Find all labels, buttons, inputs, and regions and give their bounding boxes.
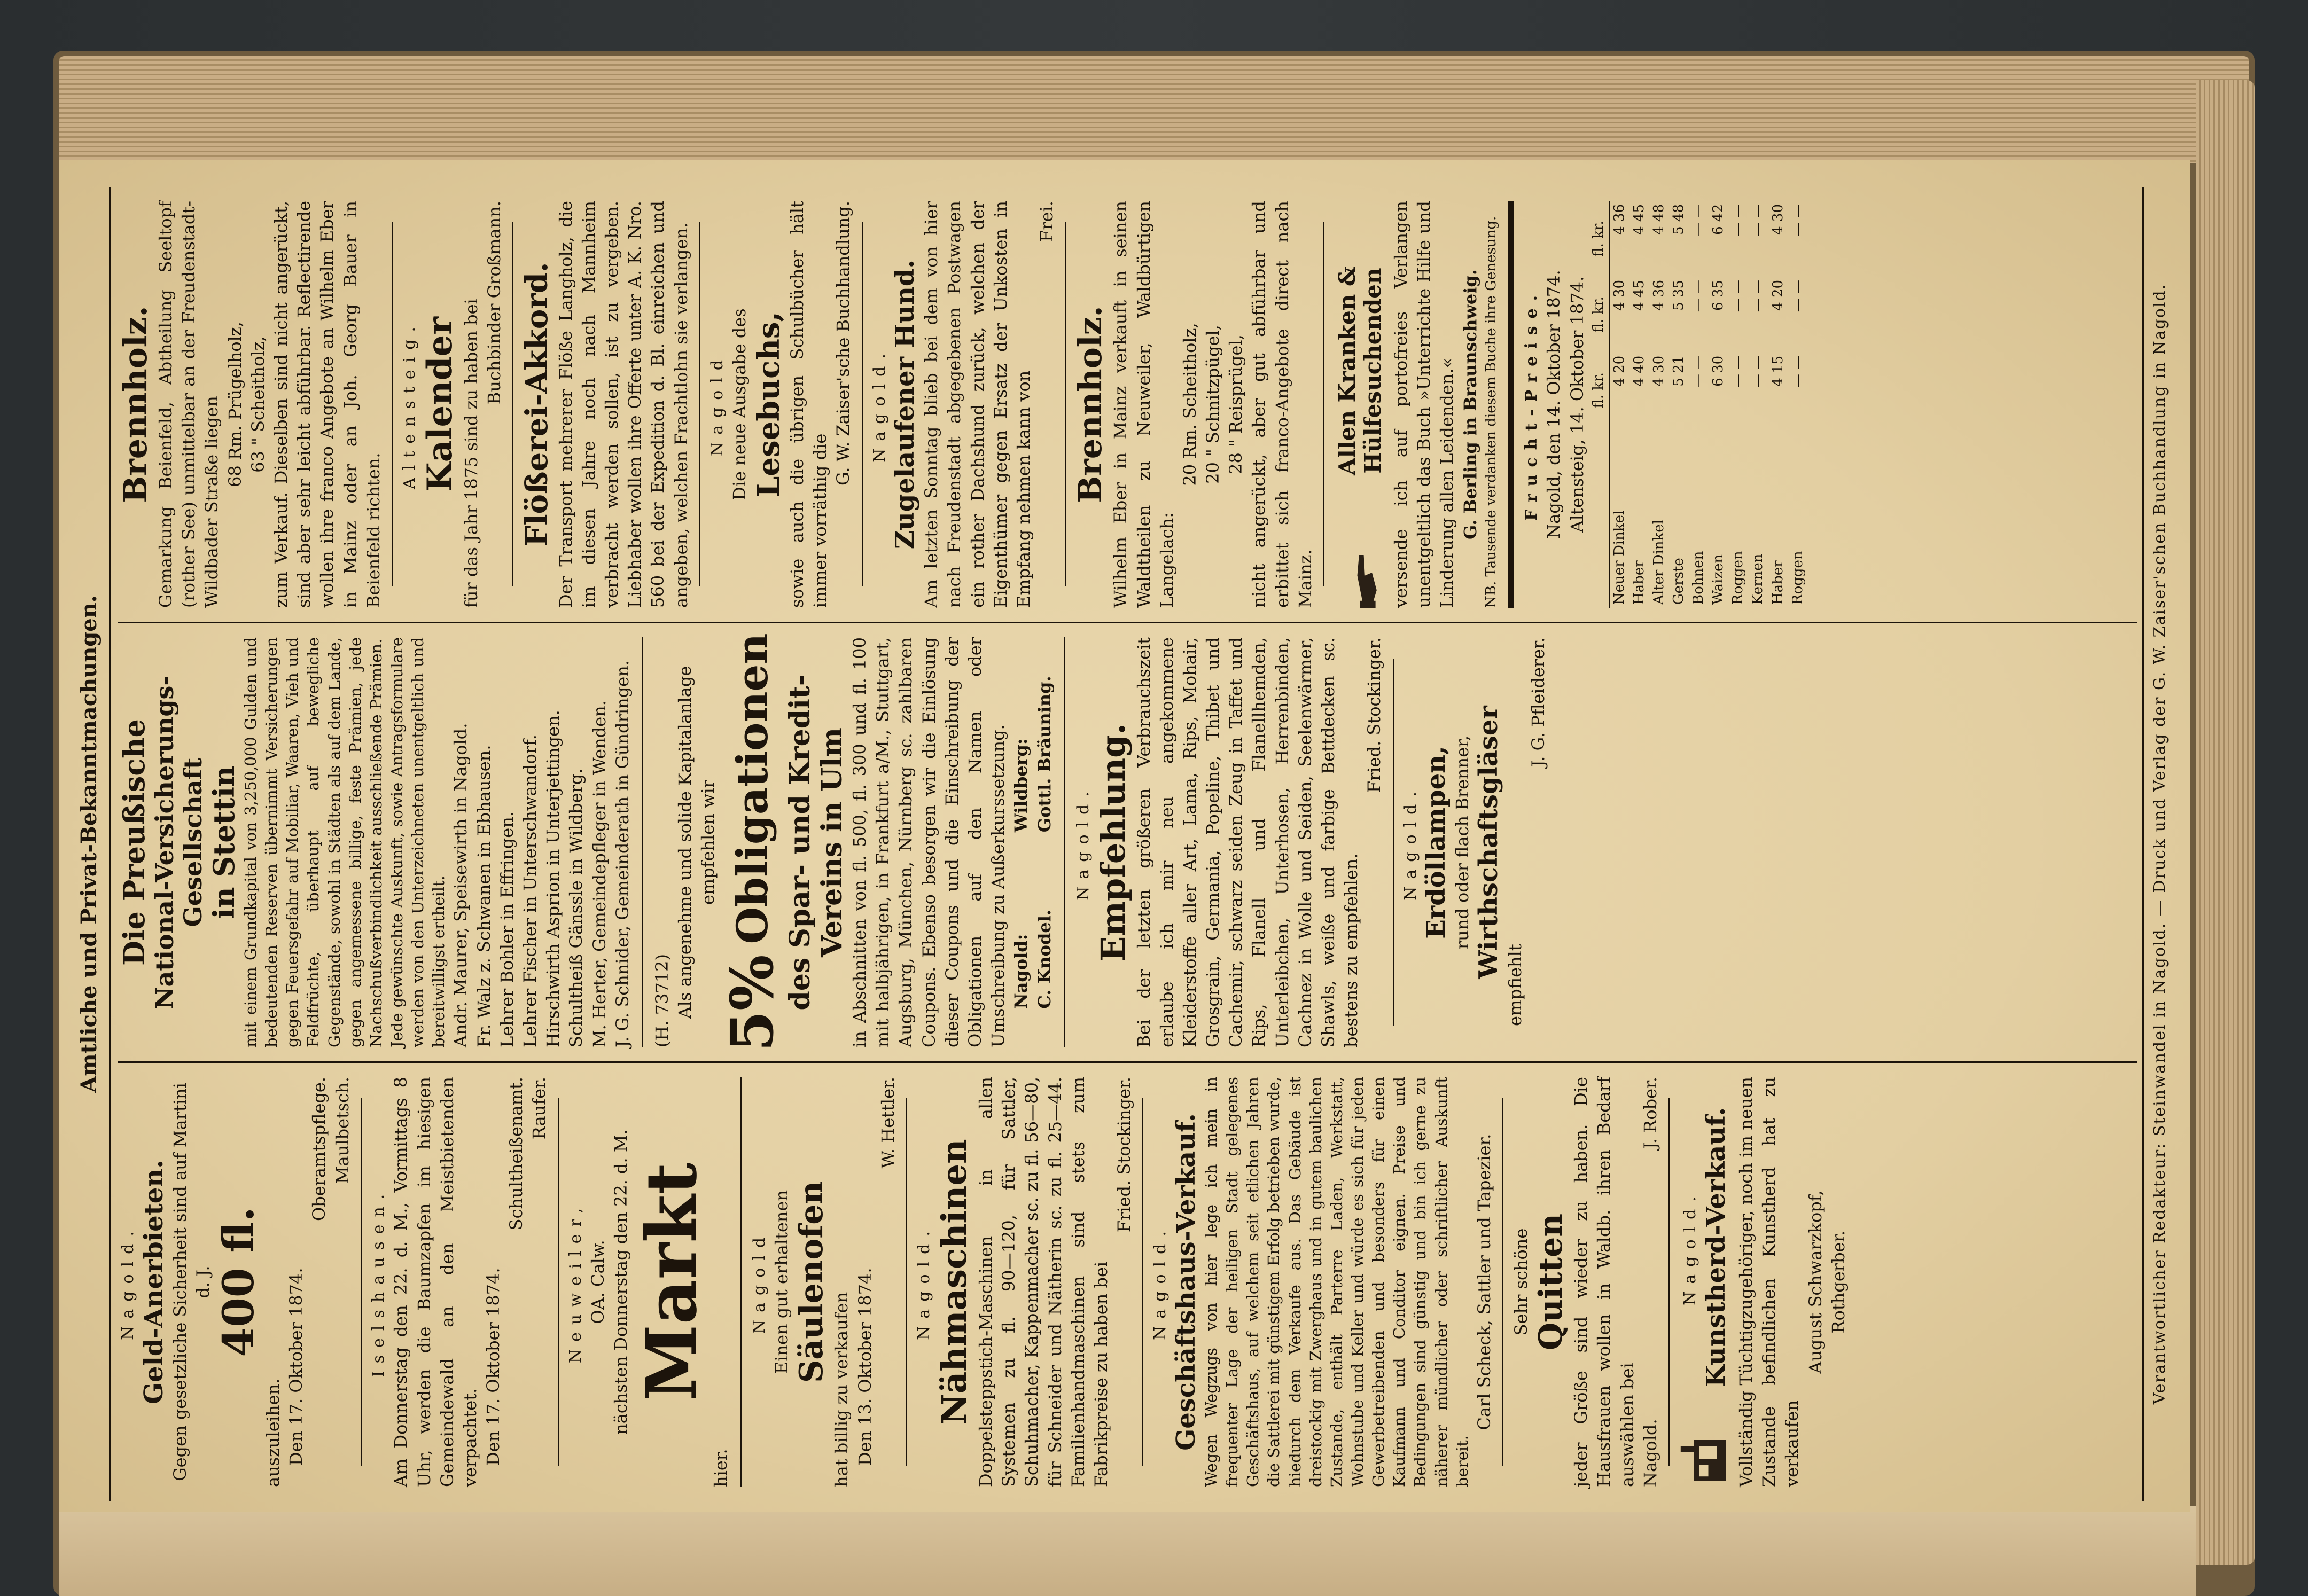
table-cell: 5 21 bbox=[1671, 355, 1687, 387]
list-item: 63 " Scheitholz, bbox=[247, 336, 268, 473]
place: Iselshausen. bbox=[369, 1186, 388, 1378]
ad-text: OA. Calw. bbox=[588, 1240, 609, 1324]
ad-titles bbox=[1680, 1077, 1731, 1418]
table-row bbox=[1788, 201, 1808, 608]
ad-title: Wirthschaftsgläser bbox=[1473, 706, 1504, 979]
signature: Gottl. Bräuning. bbox=[1034, 676, 1055, 833]
list-item: 68 Rm. Prügelholz, bbox=[224, 322, 245, 487]
ad-title: Brennholz. bbox=[1072, 306, 1110, 503]
page-edges-right bbox=[2196, 80, 2255, 1565]
agent: Fr. Walz z. Schwanen in Ebhausen. bbox=[473, 745, 494, 1047]
table-cell: 6 42 bbox=[1710, 204, 1727, 235]
ad-title: Säulenofen bbox=[793, 1180, 831, 1383]
divider bbox=[740, 1077, 742, 1487]
signature: Schultheißenamt. bbox=[506, 1077, 527, 1231]
agent: Lehrer Bohler in Effringen. bbox=[496, 811, 517, 1047]
table-header-cell: fl. kr. bbox=[1589, 277, 1609, 353]
signature: Carl Scheck, Sattler und Tapezier. bbox=[1473, 1133, 1494, 1430]
place: Altensteig. bbox=[400, 319, 419, 489]
ad-empfehlung bbox=[1073, 637, 1386, 1047]
ad-title: Nähmaschinen bbox=[934, 1139, 975, 1425]
ad-title: Flößerei-Akkord. bbox=[519, 262, 555, 547]
ad-text: sowie auch die übrigen Schulbücher hält immer vorräthig die bbox=[786, 201, 831, 608]
section-header: Amtliche und Privat-Bekanntmachungen. bbox=[69, 187, 111, 1501]
table-row bbox=[1649, 201, 1669, 608]
ad-geld bbox=[118, 1077, 354, 1487]
ad-head bbox=[718, 633, 787, 1052]
amount: 400 fl. bbox=[213, 1207, 264, 1357]
ad-text: Als angenehme und solide Kapitalanlage empfehlen wir bbox=[675, 666, 719, 1019]
signature: J. Rober. bbox=[1640, 1077, 1660, 1149]
table-cell: Alter Dinkel bbox=[1651, 520, 1667, 605]
table-cell: — — bbox=[1690, 355, 1707, 388]
ad-text: jeder Größe sind wieder zu haben. Die Hausfrauen wollen in Waldb. ihren Bedarf auswählen bei bbox=[1571, 1077, 1638, 1487]
ad-text: Einen gut erhaltenen bbox=[771, 1190, 792, 1374]
stove-icon bbox=[1676, 1428, 1735, 1487]
ad-hund bbox=[869, 201, 1059, 608]
list-item: 20 " Schnitzpügel, bbox=[1203, 325, 1223, 484]
ad-title: Kalender bbox=[420, 317, 461, 492]
ad-title: in Stettin bbox=[206, 765, 241, 919]
agent: J. G. Schnider, Gemeinderath in Gündringen. bbox=[612, 660, 633, 1047]
ad-title: des Spar- und Kredit-Vereins in Ulm bbox=[784, 674, 849, 1011]
table-cell: 4 15 bbox=[1769, 355, 1786, 387]
table-cell: 4 20 bbox=[1769, 279, 1786, 311]
table-cell: 4 48 bbox=[1651, 204, 1667, 235]
ad-title: Quitten bbox=[1532, 1214, 1570, 1350]
place: Nagold bbox=[750, 1230, 769, 1334]
divider bbox=[1393, 659, 1394, 1026]
divider bbox=[1323, 222, 1324, 586]
divider bbox=[361, 1098, 362, 1466]
date: Den 13. Oktober 1874. bbox=[854, 1268, 875, 1466]
table-cell: — — bbox=[1730, 204, 1746, 237]
signature: W. Hettler. bbox=[877, 1077, 898, 1169]
signature: J. G. Pfleiderer. bbox=[1527, 637, 1548, 768]
note: NB. Tausende verdanken diesem Buche ihre Genesung. bbox=[1483, 216, 1499, 608]
table-row bbox=[1728, 201, 1748, 608]
signature: Frei. bbox=[1036, 201, 1057, 242]
newspaper-content bbox=[69, 187, 2185, 1501]
table-cell: 4 45 bbox=[1631, 204, 1647, 235]
table-row bbox=[1768, 201, 1788, 608]
table-cell: — — bbox=[1789, 355, 1806, 388]
table-cell: Waizen bbox=[1710, 554, 1727, 605]
ad-obligationen bbox=[651, 633, 1056, 1052]
ad-text: hat billig zu verkaufen bbox=[831, 1292, 852, 1487]
table-cell: 5 48 bbox=[1671, 204, 1687, 235]
table-row bbox=[1629, 201, 1649, 608]
place: Wildberg: bbox=[1011, 738, 1032, 833]
pointing-hand-icon bbox=[1331, 549, 1390, 608]
ad-erdoellampen bbox=[1400, 637, 1550, 1047]
agent-group bbox=[1010, 910, 1056, 1009]
signature: G. Berling in Braunschweig. bbox=[1460, 269, 1480, 539]
ad-text: Gegen gesetzliche Sicherheit sind auf Martini d. J. bbox=[169, 1083, 213, 1481]
table-cell: 4 36 bbox=[1611, 204, 1627, 235]
ad-floesserei bbox=[520, 201, 693, 608]
table-cell: 5 35 bbox=[1671, 279, 1687, 311]
agent: Hirschwirth Asprion in Unterjettingen. bbox=[543, 710, 564, 1047]
table-row bbox=[1689, 201, 1709, 608]
ad-markt bbox=[565, 1077, 732, 1487]
table-header-cell: fl. kr. bbox=[1589, 201, 1609, 277]
place: Neuweiler, bbox=[566, 1200, 585, 1364]
table-cell: 4 30 bbox=[1611, 279, 1627, 311]
ad-brennholz-2 bbox=[118, 201, 385, 608]
ad-versicherung bbox=[118, 637, 634, 1047]
divider bbox=[642, 637, 643, 1047]
place: Nagold. bbox=[1073, 784, 1093, 901]
ad-title: Markt bbox=[630, 1162, 712, 1402]
place: Nagold bbox=[707, 352, 727, 457]
place: Nagold. bbox=[1151, 1224, 1170, 1340]
ad-text: Wegen Wegzugs von hier lege ich mein in frequenter Lage der heiligen Stadt gelegenes Geschäftshaus, auf welchem seit etlichen Jahren die Sattlerei mit günstigem Erfolg betrieben wurde, hiedurch dem Verkaufe aus. Das Gebäude ist dreistockig mit Zwerghaus und in gutem baulichen Zustande, enthält Parterre Laden, Werkstatt, Wohnstube und Keller und würde es sich für jeden Gewerbetreibenden und besonders für einen Kaufmann und Conditor eignen. Preise und Bedingungen sind günstig und bin ich gerne zu näherer mündlicher oder schriftlicher Auskunft bereit. bbox=[1202, 1077, 1471, 1487]
ad-title: Kunstherd-Verkauf. bbox=[1701, 1107, 1731, 1387]
ad-text: Gemarkung Beienfeld, Abtheilung Seeltopf (rother See) unmittelbar an der Freudenstadt-Wildbader Straße liegen bbox=[155, 201, 222, 608]
ad-title: Zugelaufener Hund. bbox=[890, 259, 920, 550]
table-cell: Roggen bbox=[1730, 551, 1746, 605]
table-cell: — — bbox=[1750, 355, 1766, 388]
list-item: 20 Rm. Scheitholz, bbox=[1179, 323, 1200, 486]
ad-title: Frucht-Preise. bbox=[1522, 287, 1541, 521]
table-cell: — — bbox=[1750, 279, 1766, 312]
list-item: 28 " Reisprügel, bbox=[1226, 334, 1246, 474]
place: Nagold. bbox=[1401, 784, 1420, 901]
place: Nagold. bbox=[870, 346, 889, 463]
table-cell: Kernen bbox=[1750, 553, 1766, 605]
place: Nagold. bbox=[914, 1224, 933, 1340]
ad-title: Brennholz. bbox=[117, 306, 154, 503]
divider bbox=[1064, 637, 1065, 1047]
table-cell: 4 20 bbox=[1611, 355, 1627, 387]
signature: Buchbinder Großmann. bbox=[484, 201, 505, 405]
signature: Raufer. bbox=[529, 1077, 550, 1140]
signature: Fried. Stockinger. bbox=[1114, 1077, 1135, 1233]
ad-text: versende ich auf portofreies Verlangen unentgeltlich das Buch »Unterrichte Hilfe und Linderung allen Leidenden.« bbox=[1391, 201, 1457, 608]
ad-brennholz-1 bbox=[1072, 201, 1317, 608]
page-edges-bottom bbox=[59, 1506, 2196, 1596]
agent: Lehrer Fischer in Unterschwandorf. bbox=[519, 734, 540, 1047]
ad-title: Geld-Anerbieten. bbox=[138, 1160, 169, 1404]
ad-title: Obligationen bbox=[727, 633, 777, 944]
column-2 bbox=[118, 623, 1550, 1061]
ad-text: rund oder flach Brenner, bbox=[1452, 735, 1473, 950]
agent: Andr. Maurer, Speisewirth in Nagold. bbox=[450, 723, 471, 1047]
ad-kalender bbox=[399, 201, 506, 608]
ad-naehmaschinen bbox=[914, 1077, 1136, 1487]
fruit-prices bbox=[1521, 201, 1808, 608]
table-row bbox=[1709, 201, 1728, 608]
divider bbox=[1502, 1098, 1503, 1466]
signature: Oberamtspflege. bbox=[309, 1077, 330, 1222]
table-cell: — — bbox=[1789, 279, 1806, 312]
agent-group bbox=[1010, 676, 1056, 832]
ad-text: Vollständig Tüchtigzugehöriger, noch im neuen Zustande befindlichen Kunstherd hat zu verkaufen bbox=[1735, 1077, 1803, 1487]
ad-text: zum Verkauf. Dieselben sind nicht angerückt, sind aber sehr leicht abführbar. Reflectirende wollen ihre franco Angebote an Wilhelm Eber in Mainz oder an Joh. Georg Bauer in Beienfeld richten. bbox=[270, 201, 384, 608]
date: Den 17. Oktober 1874. bbox=[286, 1268, 307, 1466]
table-cell: — — bbox=[1690, 279, 1707, 312]
signature: Rothgerber. bbox=[1828, 1230, 1849, 1334]
ad-text: Bei der letzten größeren Verbrauchszeit erlaube ich mir neu angekommene Kleiderstoffe aller Art, Lama, Rips, Mohair, Grosgrain, Germania, Popeline, Thibet und Cachemir, schwarz seiden Zeug in Taffet und Rips, Flanell und Flanellhemden, Unterleibchen, Unterhosen, Herrenbinden, Cachnez in Wolle und Seiden, Seelenwärmer, Shawls, weiße und farbige Bettdecken sc. bestens zu empfehlen. bbox=[1133, 637, 1362, 1047]
ad-text: Am Donnerstag den 22. d. M., Vormittags 8 Uhr, werden die Baumzapfen im hiesigen Gemeindewald an den Meistbietenden verpachtet. bbox=[391, 1077, 480, 1487]
table-body bbox=[1609, 201, 1808, 608]
place: Nagold: bbox=[1011, 934, 1032, 1009]
table-cell: 4 30 bbox=[1651, 355, 1667, 387]
ad-quitten bbox=[1510, 1077, 1662, 1487]
table-cell: — — bbox=[1730, 355, 1746, 388]
table-cell: Roggen bbox=[1789, 551, 1806, 605]
imprint: Verantwortlicher Redakteur: Steinwandel in Nagold. — Druck und Verlag der G. W. Zaiser'schen Buchhandlung in Nagold. bbox=[2142, 187, 2181, 1501]
table-cell: Bohnen bbox=[1690, 551, 1707, 605]
signature: G. W. Zaiser'sche Buchhandlung. bbox=[833, 201, 854, 486]
table-cell: Haber bbox=[1769, 560, 1786, 605]
ad-geschaeftshaus bbox=[1150, 1077, 1496, 1487]
price-table bbox=[1589, 201, 1808, 608]
date: Den 17. Oktober 1874. bbox=[483, 1268, 504, 1466]
ad-title: Empfehlung. bbox=[1094, 723, 1133, 962]
agent: Schultheiß Gänssle in Wildberg. bbox=[566, 768, 587, 1047]
table-cell: Neuer Dinkel bbox=[1611, 510, 1627, 605]
agents bbox=[449, 637, 634, 1047]
ad-title: Allen Kranken & Hülfesuchenden bbox=[1334, 266, 1386, 475]
ad-text: nächsten Donnerstag den 22. d. M. bbox=[611, 1129, 631, 1435]
ad-agents bbox=[1010, 637, 1056, 1047]
column-rule bbox=[118, 622, 2137, 623]
ad-text: Am letzten Sonntag blieb bei dem von hier nach Freudenstadt abgegebenen Postwagen ein rother Dachshund zurück, welchen der Eigenthümer gegen Ersatz der Unkosten in Empfang nehmen kann von bbox=[921, 201, 1034, 608]
table-header-cell: fl. kr. bbox=[1589, 353, 1609, 428]
table-cell: 4 30 bbox=[1769, 204, 1786, 235]
table-header-cell bbox=[1589, 428, 1609, 608]
ad-text: hier. bbox=[710, 1449, 731, 1487]
table-header bbox=[1589, 201, 1609, 608]
ad-footer bbox=[1639, 1077, 1662, 1487]
column-1 bbox=[118, 1063, 1850, 1501]
divider bbox=[1065, 222, 1066, 586]
ad-text: Doppelsteppstich-Maschinen in allen Systemen zu fl. 90—120, für Sattler, Schuhmacher, Kappenmacher sc. zu fl. 56—80, für Schneider und Nätherin sc. zu fl. 25—44. Familienhandmaschinen sind stets zum Fabrikpreise zu haben bei bbox=[976, 1077, 1111, 1487]
table-row bbox=[1748, 201, 1768, 608]
ad-saeulen bbox=[749, 1077, 900, 1487]
signature: August Schwarzkopf, bbox=[1805, 1190, 1826, 1374]
signature: C. Knodel. bbox=[1034, 909, 1055, 1009]
table-row bbox=[1669, 201, 1689, 608]
table-cell: 6 30 bbox=[1710, 355, 1727, 387]
place: Nagold. bbox=[1681, 1189, 1700, 1305]
table-cell: 6 35 bbox=[1710, 279, 1727, 311]
ad-iselshausen bbox=[368, 1077, 551, 1487]
ad-text: Sehr schöne bbox=[1511, 1228, 1532, 1336]
table-cell: — — bbox=[1789, 204, 1806, 237]
ad-title: Erdöllampen, bbox=[1421, 746, 1452, 939]
divider bbox=[906, 1098, 907, 1466]
ad-text: Jede gewünschte Auskunft, sowie Antragsformulare werden von den Unterzeichneten unentgeltlich und bereitwilligst ertheilt. bbox=[387, 637, 448, 1047]
table-cell: — — bbox=[1730, 279, 1746, 312]
ad-text: für das Jahr 1875 sind zu haben bei bbox=[461, 299, 481, 608]
ad-title: Geschäftshaus-Verkauf. bbox=[1171, 1113, 1201, 1451]
table-cell: — — bbox=[1690, 204, 1707, 237]
ad-title: National-Versicherungs-Gesellschaft bbox=[150, 675, 207, 1010]
divider bbox=[392, 222, 393, 586]
ad-text: Nagold, den 14. Oktober 1874. bbox=[1543, 270, 1564, 539]
ad-text: Die neue Ausgabe des bbox=[729, 308, 750, 500]
place: Nagold. bbox=[119, 1224, 137, 1340]
ad-text: Altensteig, 14. Oktober 1874. bbox=[1566, 276, 1587, 533]
table-row bbox=[1609, 201, 1629, 608]
ad-head bbox=[1331, 201, 1390, 608]
ad-text: empfiehlt bbox=[1504, 944, 1525, 1026]
column-3 bbox=[118, 187, 1808, 622]
signature: Maulbetsch. bbox=[332, 1077, 353, 1184]
ad-head bbox=[1676, 1077, 1735, 1487]
table-cell: Haber bbox=[1631, 560, 1647, 605]
agent: M. Herter, Gemeindepfleger in Wenden. bbox=[589, 700, 610, 1047]
table-cell: 4 40 bbox=[1631, 355, 1647, 387]
page-edges-top bbox=[59, 56, 2249, 163]
divider bbox=[862, 222, 863, 586]
table-cell: — — bbox=[1750, 204, 1766, 237]
ad-text: in Abschnitten von fl. 500, fl. 300 und fl. 100 mit halbjährigen, in Frankfurt a/M., Stuttgart, Augsburg, München, Nürnberg sc. zahlbaren Coupons. Ebenso besorgen wir die Einlösung dieser Coupons und die Einschreibung der Obligationen auf den Namen oder Umschreibung zu Außerkurssetzung. bbox=[849, 637, 1009, 1047]
divider bbox=[1142, 1098, 1143, 1466]
table-cell: 4 36 bbox=[1651, 279, 1667, 311]
ad-text: auszuleihen. bbox=[263, 1378, 284, 1487]
ad-title: Lesebuchs, bbox=[751, 311, 786, 497]
ad-title: Die Preußische bbox=[117, 719, 151, 966]
signature: Fried. Stockinger. bbox=[1364, 637, 1385, 793]
reference: (H. 73712) bbox=[651, 953, 672, 1047]
ad-text: nicht angerückt, aber gut abführbar und erbittet sich franco-Angebote direct nach Mainz. bbox=[1249, 201, 1315, 608]
table-cell: 4 45 bbox=[1631, 279, 1647, 311]
percent: 5% bbox=[718, 955, 787, 1052]
ad-lesebuch bbox=[707, 201, 855, 608]
ad-text: Der Transport mehrerer Flöße Langholz, die im diesen Jahre noch nach Mannheim verbracht werden sollen, ist zu vergeben. Liebhaber wollen ihre Offerte unter A. K. Nro. 560 bei der Expedition d. Bl. einreichen und angeben, welchen Frachtlohn sie verlangen. bbox=[555, 201, 691, 608]
divider bbox=[512, 222, 513, 586]
ad-kunstherd bbox=[1676, 1077, 1850, 1487]
place: Nagold. bbox=[1640, 1419, 1660, 1487]
ad-text: mit einem Grundkapital von 3,250,000 Gulden und bedeutenden Reserven übernimmt Versicherungen gegen Feuersgefahr auf Mobiliar, Waaren, Vieh und Feldfrüchte, überhaupt auf bewegliche Gegenstände, sowohl in Städten als auf dem Lande, gegen angemessene billige, feste Prämien, jede Nachschußverbindlichkeit ausschließende Prämien. bbox=[241, 637, 385, 1047]
table-cell: Gerste bbox=[1671, 558, 1687, 605]
ad-kranken bbox=[1331, 201, 1501, 608]
divider bbox=[558, 1098, 559, 1466]
divider bbox=[1668, 1098, 1670, 1466]
column-rule bbox=[118, 1061, 2137, 1063]
divider bbox=[1508, 201, 1514, 608]
ad-text: Wilhelm Eber in Mainz verkauft in seinen Waldtheilen zu Neuweiler, Waldbürtigen Langelach: bbox=[1110, 201, 1177, 608]
divider bbox=[699, 222, 700, 586]
